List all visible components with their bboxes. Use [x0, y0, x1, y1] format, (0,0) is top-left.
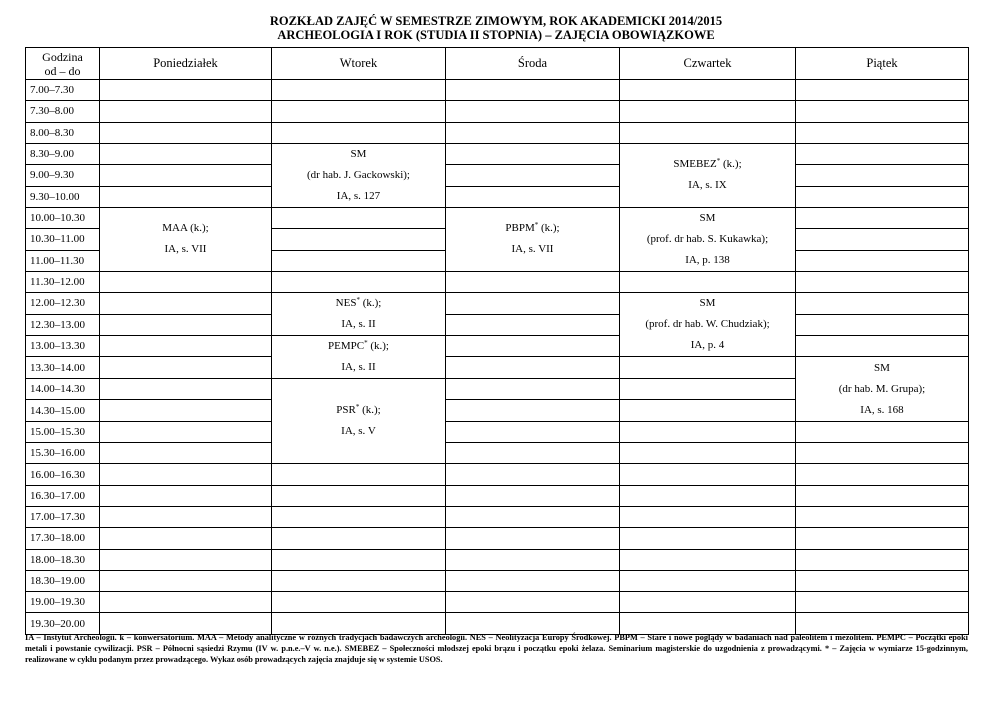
time-slot-label: 9.00–9.30: [26, 165, 100, 186]
time-slot-label: 13.30–14.00: [26, 357, 100, 379]
empty-slot: [272, 464, 446, 485]
event-code: [272, 400, 445, 421]
event-code-text: SM: [699, 211, 716, 224]
time-slot-label: 11.30–12.00: [26, 271, 100, 292]
time-slot-row: [26, 165, 969, 186]
time-slot-row: [26, 592, 969, 613]
schedule-title-line1: ROZKŁAD ZAJĘĆ W SEMESTRZE ZIMOWYM, ROK AKADEMICKI 2014/2015: [269, 14, 723, 28]
empty-slot: [100, 379, 272, 400]
empty-slot: [796, 250, 969, 271]
day-header-thursday: Czwartek: [620, 48, 796, 80]
empty-slot: [446, 314, 620, 336]
time-slot-label: 7.00–7.30: [26, 80, 100, 101]
event-detail: (dr hab. J. Gackowski);: [307, 168, 410, 181]
class-event-cell: [272, 336, 446, 379]
event-code: [620, 293, 795, 314]
event-code: [796, 358, 968, 379]
empty-slot: [446, 464, 620, 485]
time-slot-label: 19.00–19.30: [26, 592, 100, 613]
empty-slot: [272, 122, 446, 143]
empty-slot: [620, 506, 796, 527]
empty-slot: [620, 122, 796, 143]
time-slot-label: 13.00–13.30: [26, 336, 100, 357]
empty-slot: [272, 207, 446, 228]
event-code: [272, 336, 445, 357]
empty-slot: [446, 485, 620, 506]
empty-slot: [446, 443, 620, 464]
event-type-text: (k.);: [367, 340, 389, 353]
time-slot-label: 18.00–18.30: [26, 549, 100, 570]
empty-slot: [272, 250, 446, 271]
event-detail: (prof. dr hab. W. Chudziak);: [645, 318, 770, 331]
time-slot-label: 18.30–19.00: [26, 570, 100, 591]
empty-slot: [796, 443, 969, 464]
empty-slot: [100, 271, 272, 292]
event-code-text: PSR: [336, 404, 356, 417]
empty-slot: [100, 293, 272, 315]
empty-slot: [796, 293, 969, 315]
empty-slot: [446, 101, 620, 122]
event-code: [620, 154, 795, 175]
time-slot-row: [26, 336, 969, 357]
empty-slot: [272, 592, 446, 613]
empty-slot: [446, 400, 620, 421]
footnote-legend: IA – Instytut Archeologii. k – konwersatorium. MAA – Metody analityczne w różnych tradycjach badawczych archeologii. NES – Neolityzacja Europy Środkowej. PBPM – Stare i nowe poglądy w badaniach nad paleolitem i mezolitem. PEMPC – Początki epoki metali i powstanie cywilizacji. PSR – Północni sąsiedzi Rzymu (IV w. p.n.e.–V w. n.e.). SMEBEZ – Społeczności młodszej epoki brązu i początku epoki żelaza. Seminarium magisterskie do uzgodnienia z prowadzącymi. * – Zajęcia w wymiarze 15-godzinnym, realizowane w cyklu podanym przez prowadzącego. Wykaz osób prowadzących zajęcia znajduje się w systemie USOS.: [25, 633, 968, 664]
time-slot-row: [26, 186, 969, 207]
empty-slot: [620, 271, 796, 292]
time-slot-row: [26, 570, 969, 591]
class-event-cell: [446, 207, 620, 271]
event-asterisk-marker: *: [716, 157, 721, 166]
event-code: [446, 218, 619, 239]
time-slot-label: 10.00–10.30: [26, 207, 100, 228]
empty-slot: [796, 229, 969, 250]
empty-slot: [272, 506, 446, 527]
empty-slot: [446, 528, 620, 549]
class-event-cell: [272, 143, 446, 207]
event-detail: IA, s. VII: [511, 243, 554, 256]
empty-slot: [100, 143, 272, 164]
empty-slot: [620, 528, 796, 549]
empty-slot: [100, 357, 272, 379]
time-slot-row: [26, 271, 969, 292]
empty-slot: [796, 464, 969, 485]
empty-slot: [620, 357, 796, 379]
time-slot-label: 8.00–8.30: [26, 122, 100, 143]
empty-slot: [446, 592, 620, 613]
empty-slot: [100, 506, 272, 527]
class-event-cell: [100, 207, 272, 271]
time-slot-label: 8.30–9.00: [26, 143, 100, 164]
day-header-monday: Poniedziałek: [100, 48, 272, 80]
time-slot-row: [26, 464, 969, 485]
event-code-text: PBPM: [505, 222, 535, 235]
time-slot-label: 14.30–15.00: [26, 400, 100, 421]
empty-slot: [620, 464, 796, 485]
class-event-cell: [620, 207, 796, 271]
empty-slot: [446, 421, 620, 442]
day-header-friday: Piątek: [796, 48, 969, 80]
time-slot-row: [26, 421, 969, 442]
time-slot-row: [26, 207, 969, 228]
empty-slot: [446, 357, 620, 379]
time-slot-row: [26, 528, 969, 549]
event-room: IA, p. 138: [685, 253, 730, 266]
event-code-text: NES: [335, 297, 357, 310]
event-code-text: PEMPC: [328, 340, 365, 353]
event-type-text: (k.);: [359, 404, 381, 417]
empty-slot: [796, 506, 969, 527]
empty-slot: [620, 592, 796, 613]
empty-slot: [620, 485, 796, 506]
schedule-table: [25, 47, 969, 635]
empty-slot: [100, 314, 272, 336]
time-slot-label: 12.00–12.30: [26, 293, 100, 315]
empty-slot: [796, 421, 969, 442]
event-asterisk-marker: *: [355, 403, 360, 412]
time-slot-row: [26, 293, 969, 315]
time-slot-row: [26, 443, 969, 464]
empty-slot: [796, 165, 969, 186]
time-slot-label: 10.30–11.00: [26, 229, 100, 250]
empty-slot: [100, 528, 272, 549]
empty-slot: [796, 101, 969, 122]
event-code: [620, 208, 795, 229]
event-detail: IA, s. II: [341, 318, 376, 331]
event-code: [100, 218, 271, 239]
class-event-cell: [272, 379, 446, 464]
time-slot-label: 15.30–16.00: [26, 443, 100, 464]
empty-slot: [100, 485, 272, 506]
time-column-header: [26, 48, 100, 80]
empty-slot: [100, 592, 272, 613]
empty-slot: [620, 570, 796, 591]
time-slot-label: 17.00–17.30: [26, 506, 100, 527]
empty-slot: [446, 122, 620, 143]
event-code: [272, 293, 445, 314]
event-type-text: (k.);: [538, 222, 560, 235]
empty-slot: [796, 549, 969, 570]
event-code-text: SMEBEZ: [673, 158, 717, 171]
event-room: IA, s. 127: [336, 189, 381, 202]
empty-slot: [620, 379, 796, 400]
event-code-text: SM: [350, 147, 367, 160]
empty-slot: [446, 186, 620, 207]
empty-slot: [796, 186, 969, 207]
schedule-title-line2: ARCHEOLOGIA I ROK (STUDIA II STOPNIA) – ZAJĘCIA OBOWIĄZKOWE: [277, 28, 715, 42]
empty-slot: [796, 592, 969, 613]
empty-slot: [446, 143, 620, 164]
empty-slot: [446, 506, 620, 527]
event-type-text: (k.);: [359, 297, 382, 310]
empty-slot: [100, 80, 272, 101]
empty-slot: [272, 549, 446, 570]
event-detail: IA, s. II: [341, 361, 376, 374]
empty-slot: [272, 80, 446, 101]
empty-slot: [100, 336, 272, 357]
day-header-wednesday: Środa: [446, 48, 620, 80]
empty-slot: [100, 400, 272, 421]
class-event-cell: [796, 357, 969, 421]
time-slot-row: [26, 549, 969, 570]
time-slot-label: 14.00–14.30: [26, 379, 100, 400]
empty-slot: [796, 336, 969, 357]
empty-slot: [100, 421, 272, 442]
time-slot-row: [26, 357, 969, 379]
time-slot-label: 16.30–17.00: [26, 485, 100, 506]
empty-slot: [446, 80, 620, 101]
time-slot-label: 19.30–20.00: [26, 613, 100, 634]
empty-slot: [446, 570, 620, 591]
event-type-text: (k.);: [720, 158, 742, 171]
time-slot-label: 9.30–10.00: [26, 186, 100, 207]
empty-slot: [100, 443, 272, 464]
empty-slot: [796, 485, 969, 506]
empty-slot: [272, 528, 446, 549]
class-event-cell: [620, 293, 796, 357]
empty-slot: [100, 101, 272, 122]
event-asterisk-marker: *: [356, 296, 360, 305]
empty-slot: [100, 186, 272, 207]
empty-slot: [446, 336, 620, 357]
time-slot-row: [26, 101, 969, 122]
header-row: [26, 48, 969, 80]
time-header-line2: od – do: [44, 63, 81, 78]
empty-slot: [446, 271, 620, 292]
empty-slot: [446, 379, 620, 400]
event-detail: (prof. dr hab. S. Kukawka);: [646, 232, 769, 245]
time-slot-label: 15.00–15.30: [26, 421, 100, 442]
empty-slot: [272, 229, 446, 250]
empty-slot: [100, 122, 272, 143]
day-header-tuesday: Wtorek: [272, 48, 446, 80]
event-code: [272, 144, 445, 165]
time-slot-label: 16.00–16.30: [26, 464, 100, 485]
time-slot-row: [26, 122, 969, 143]
time-slot-label: 12.30–13.00: [26, 314, 100, 336]
time-slot-label: 11.00–11.30: [26, 250, 100, 271]
time-slot-label: 17.30–18.00: [26, 528, 100, 549]
empty-slot: [100, 464, 272, 485]
time-slot-row: [26, 143, 969, 164]
empty-slot: [796, 271, 969, 292]
time-slot-row: [26, 506, 969, 527]
empty-slot: [100, 570, 272, 591]
empty-slot: [446, 293, 620, 315]
time-slot-row: [26, 80, 969, 101]
empty-slot: [620, 101, 796, 122]
empty-slot: [272, 101, 446, 122]
event-code-text: MAA (k.);: [162, 222, 209, 235]
time-header-line1: Godzina: [42, 49, 83, 64]
class-event-cell: [620, 143, 796, 207]
event-detail: IA, s. V: [341, 425, 376, 438]
empty-slot: [620, 421, 796, 442]
class-event-cell: [272, 293, 446, 336]
empty-slot: [796, 122, 969, 143]
event-detail: IA, s. VII: [164, 243, 207, 256]
event-asterisk-marker: *: [364, 339, 368, 348]
empty-slot: [100, 549, 272, 570]
empty-slot: [620, 443, 796, 464]
empty-slot: [796, 207, 969, 228]
event-code-text: SM: [874, 361, 890, 374]
empty-slot: [620, 400, 796, 421]
event-code-text: SM: [699, 297, 716, 310]
event-asterisk-marker: *: [534, 221, 539, 230]
time-slot-label: 7.30–8.00: [26, 101, 100, 122]
empty-slot: [796, 143, 969, 164]
empty-slot: [796, 528, 969, 549]
event-detail: IA, s. IX: [688, 179, 727, 192]
empty-slot: [446, 165, 620, 186]
event-room: IA, s. 168: [860, 403, 904, 416]
empty-slot: [796, 570, 969, 591]
event-room: IA, p. 4: [690, 339, 725, 352]
empty-slot: [620, 549, 796, 570]
empty-slot: [620, 80, 796, 101]
empty-slot: [272, 485, 446, 506]
time-slot-row: [26, 485, 969, 506]
empty-slot: [100, 165, 272, 186]
empty-slot: [446, 549, 620, 570]
time-slot-row: [26, 314, 969, 336]
empty-slot: [272, 271, 446, 292]
empty-slot: [796, 80, 969, 101]
event-detail: (dr hab. M. Grupa);: [838, 382, 926, 395]
empty-slot: [796, 314, 969, 336]
empty-slot: [272, 570, 446, 591]
